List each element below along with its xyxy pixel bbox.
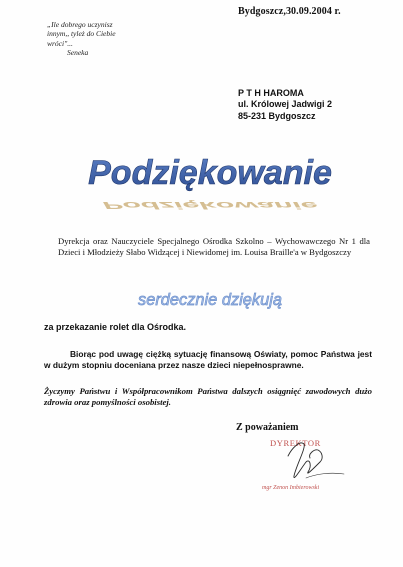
signature-tail (306, 473, 344, 478)
greeting-text: serdecznie dziękują (138, 290, 282, 309)
intro-paragraph: Dyrekcja oraz Nauczyciele Specjalnego Ośrodka Szkolno – Wychowawczego Nr 1 dla Dzieci i Młodzieży Słabo Widzącej i Niewidomej im. Louisa Braille'a w Bydgoszczy (58, 236, 370, 257)
stamp-name: mgr Zenon Imbierowski (262, 485, 320, 491)
motto-quote (47, 20, 167, 58)
recipient-city: 85-231 Bydgoszcz (238, 110, 316, 121)
motto-author: Seneka (67, 48, 89, 58)
recipient-address (238, 88, 332, 122)
title-shadow: Podziękowanie (102, 199, 318, 212)
wishes-paragraph: Życzymy Państwu i Współpracownikom Państwa dalszych osiągnięć zawodowych dużo zdrowia oraz pomyślności osobistej. (44, 386, 372, 408)
greeting-wordart (130, 283, 290, 323)
motto-line: innym,, tyleż do Ciebie (47, 29, 116, 39)
motto-line: wróci"... (47, 38, 73, 48)
signature-mark (288, 443, 322, 478)
recipient-street: ul. Królowej Jadwigi 2 (238, 99, 333, 110)
reason-line: za przekazanie rolet dla Ośrodka. (44, 322, 187, 332)
recipient-company: P T H HAROMA (238, 88, 304, 98)
title-text: Podziękowanie (88, 154, 332, 192)
letter-date: Bydgoszcz,30.09.2004 r. (238, 6, 341, 17)
closing-line: Z poważaniem (236, 422, 299, 433)
motto-line: „Ile dobrego uczynisz (47, 20, 113, 29)
director-stamp (248, 432, 378, 502)
stamp-title: DYREKTOR (270, 438, 321, 448)
body-paragraph (44, 349, 372, 371)
body-text: Biorąc pod uwagę ciężką sytuację finansową Oświaty, pomoc Państwa jest w dużym stopniu doceniana przez nasze dzieci niepełnosprawne. (44, 349, 372, 370)
title-wordart (60, 144, 360, 214)
